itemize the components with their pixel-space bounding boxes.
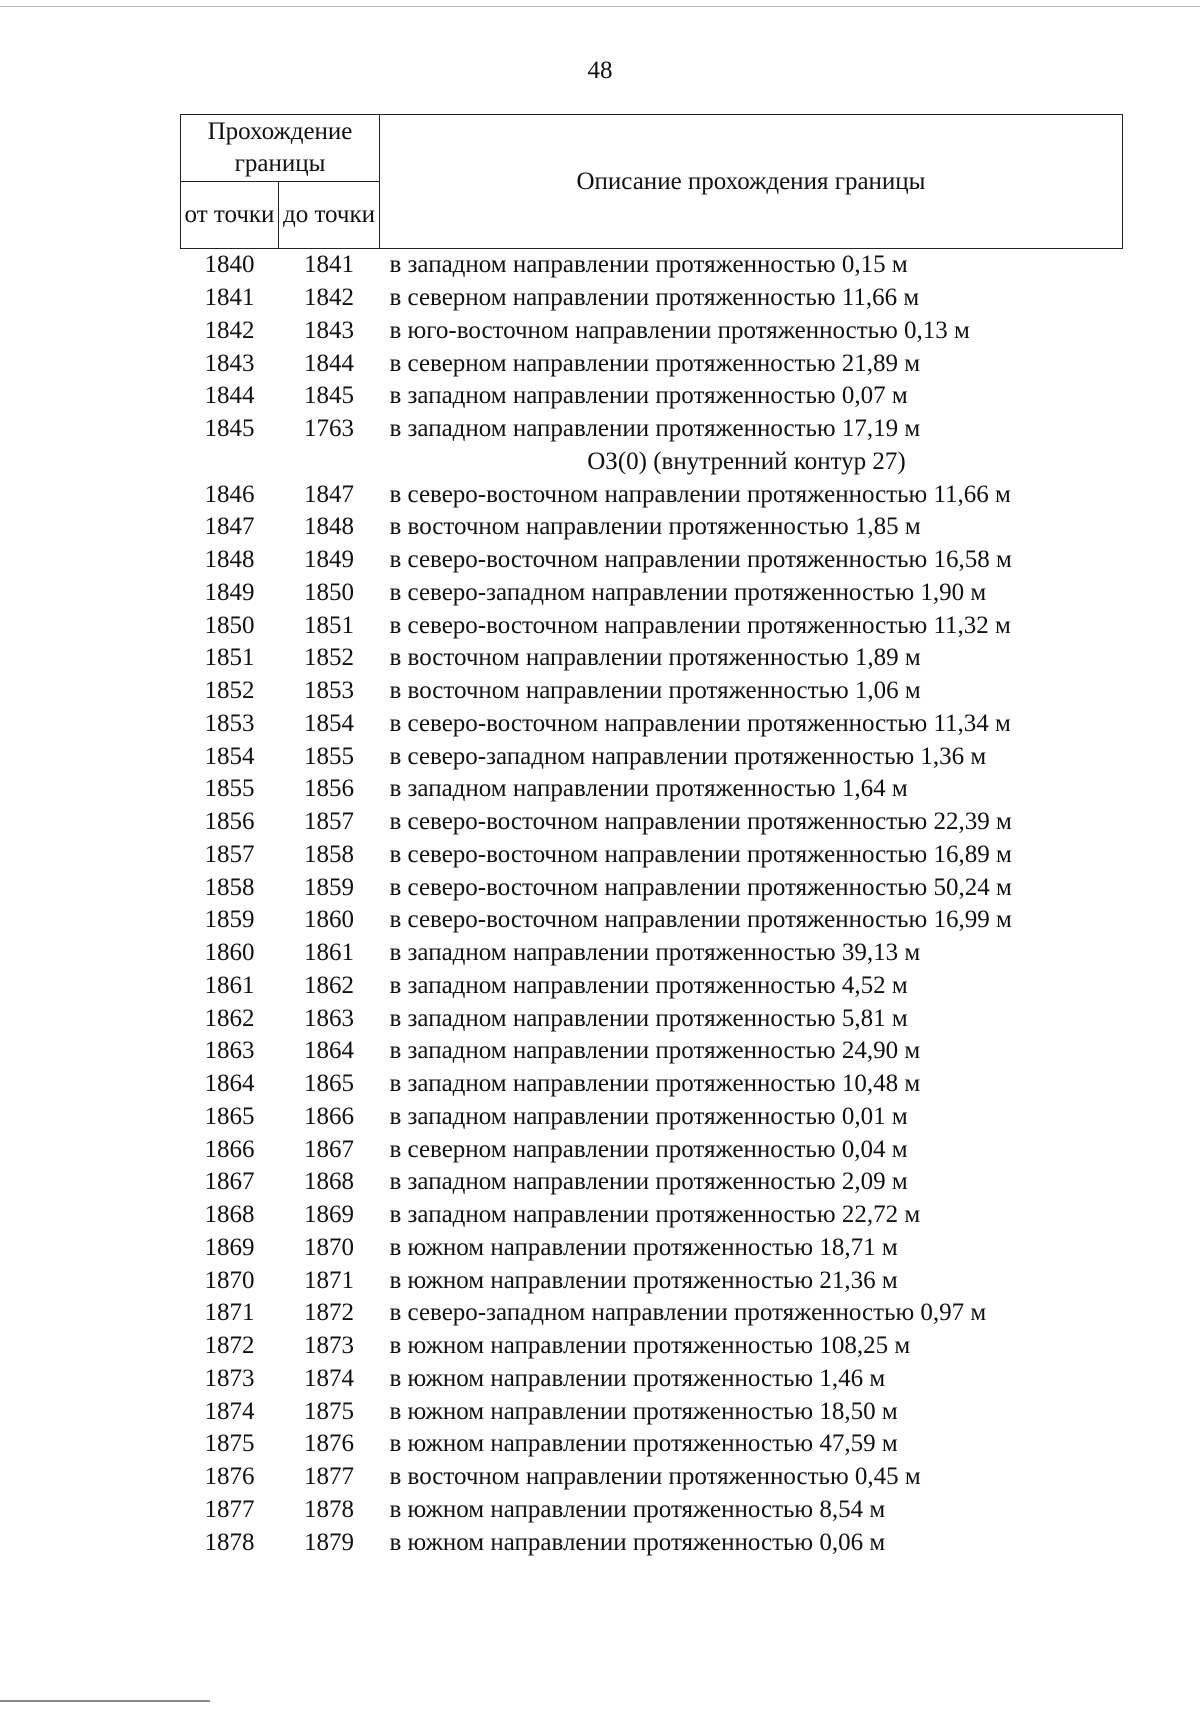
from-point-cell: 1840 bbox=[204, 251, 255, 279]
description-cell: в северном направлении протяженностью 0,04 м bbox=[389, 1135, 908, 1163]
from-point-cell: 1866 bbox=[204, 1135, 255, 1163]
to-point-cell: 1875 bbox=[304, 1397, 354, 1425]
description-cell: в северо-западном направлении протяженностью 1,36 м bbox=[389, 742, 987, 770]
table-header bbox=[181, 115, 1123, 249]
from-point-cell: 1850 bbox=[204, 611, 255, 639]
to-point-cell: 1870 bbox=[304, 1233, 354, 1261]
from-point-cell: 1864 bbox=[204, 1070, 255, 1098]
from-point-cell: 1841 bbox=[204, 284, 255, 312]
description-cell: в северо-западном направлении протяженностью 0,97 м bbox=[389, 1299, 987, 1327]
boundary-table bbox=[180, 114, 1123, 1559]
description-cell: в южном направлении протяженностью 21,36 м bbox=[389, 1266, 898, 1294]
from-point-cell: 1875 bbox=[204, 1430, 255, 1458]
from-point-cell: 1853 bbox=[204, 709, 255, 737]
description-cell: в южном направлении протяженностью 18,71 м bbox=[389, 1233, 898, 1261]
to-point-cell: 1850 bbox=[304, 578, 354, 606]
from-point-cell: 1842 bbox=[204, 316, 255, 344]
description-cell: в западном направлении протяженностью 1,64 м bbox=[389, 775, 908, 803]
table-row bbox=[181, 1330, 1123, 1363]
from-point-cell: 1861 bbox=[204, 971, 255, 999]
to-point-cell: 1843 bbox=[304, 316, 354, 344]
table-row bbox=[181, 1494, 1123, 1527]
to-point-cell: 1867 bbox=[304, 1135, 354, 1163]
from-point-cell: 1865 bbox=[204, 1102, 255, 1130]
description-cell: в восточном направлении протяженностью 1,89 м bbox=[389, 644, 921, 672]
table-row bbox=[181, 609, 1123, 642]
to-point-cell: 1862 bbox=[304, 971, 354, 999]
from-point-cell: 1844 bbox=[204, 382, 255, 410]
description-cell: в северо-восточном направлении протяженностью 16,99 м bbox=[389, 906, 1012, 934]
to-point-cell: 1859 bbox=[304, 873, 354, 901]
table-row bbox=[181, 1461, 1123, 1494]
to-point-cell: 1868 bbox=[304, 1168, 354, 1196]
from-point-cell: 1860 bbox=[204, 939, 255, 967]
table-row bbox=[181, 577, 1123, 610]
description-cell: в северо-восточном направлении протяженностью 16,89 м bbox=[389, 840, 1012, 868]
table-body bbox=[181, 249, 1123, 1560]
description-cell: в западном направлении протяженностью 24,90 м bbox=[389, 1037, 921, 1065]
table-row bbox=[181, 937, 1123, 970]
table-row bbox=[181, 1428, 1123, 1461]
to-point-cell: 1869 bbox=[304, 1201, 354, 1229]
table-row bbox=[181, 380, 1123, 413]
to-point-cell: 1874 bbox=[304, 1364, 354, 1392]
header-description: Описание прохождения границы bbox=[380, 115, 1123, 249]
from-point-cell: 1848 bbox=[204, 546, 255, 574]
description-cell: в южном направлении протяженностью 47,59 м bbox=[389, 1430, 898, 1458]
description-cell: в южном направлении протяженностью 18,50 м bbox=[389, 1397, 898, 1425]
from-point-cell: 1859 bbox=[204, 906, 255, 934]
from-point-cell: 1862 bbox=[204, 1004, 255, 1032]
to-point-cell: 1849 bbox=[304, 546, 354, 574]
description-cell: в западном направлении протяженностью 0,15 м bbox=[389, 251, 908, 279]
from-point-cell: 1863 bbox=[204, 1037, 255, 1065]
to-point-cell: 1848 bbox=[304, 513, 354, 541]
to-point-cell: 1856 bbox=[304, 775, 354, 803]
to-point-cell: 1845 bbox=[304, 382, 354, 410]
table-row bbox=[181, 1363, 1123, 1396]
table-row bbox=[181, 1035, 1123, 1068]
table-row bbox=[181, 511, 1123, 544]
table-row bbox=[181, 970, 1123, 1003]
description-cell: в северо-восточном направлении протяженностью 11,34 м bbox=[389, 709, 1011, 737]
description-cell: в восточном направлении протяженностью 1,06 м bbox=[389, 677, 921, 705]
to-point-cell: 1844 bbox=[304, 349, 354, 377]
to-point-cell: 1876 bbox=[304, 1430, 354, 1458]
table-row bbox=[181, 839, 1123, 872]
from-point-cell: 1873 bbox=[204, 1364, 255, 1392]
description-cell: в южном направлении протяженностью 8,54 м bbox=[389, 1495, 886, 1523]
description-cell: в северо-восточном направлении протяженностью 22,39 м bbox=[389, 808, 1012, 836]
table-row bbox=[181, 1264, 1123, 1297]
description-cell: в западном направлении протяженностью 5,81 м bbox=[389, 1004, 908, 1032]
description-cell: в северном направлении протяженностью 21,89 м bbox=[389, 349, 921, 377]
table-row bbox=[181, 708, 1123, 741]
to-point-cell: 1851 bbox=[304, 611, 354, 639]
table-row bbox=[181, 282, 1123, 315]
description-cell: в западном направлении протяженностью 39,13 м bbox=[389, 939, 921, 967]
description-cell: в северном направлении протяженностью 11,66 м bbox=[389, 284, 920, 312]
header-to-point: до точки bbox=[279, 182, 380, 249]
to-point-cell: 1860 bbox=[304, 906, 354, 934]
description-cell: в западном направлении протяженностью 17,19 м bbox=[389, 415, 921, 443]
to-point-cell: 1847 bbox=[304, 480, 354, 508]
description-cell: в северо-восточном направлении протяженностью 11,32 м bbox=[389, 611, 1011, 639]
to-point-cell: 1872 bbox=[304, 1299, 354, 1327]
description-cell: в восточном направлении протяженностью 0,45 м bbox=[389, 1463, 921, 1491]
description-cell: в юго-восточном направлении протяженностью 0,13 м bbox=[389, 316, 970, 344]
header-from-point: от точки bbox=[181, 182, 279, 249]
from-point-cell: 1867 bbox=[204, 1168, 255, 1196]
to-point-cell: 1842 bbox=[304, 284, 354, 312]
table-row bbox=[181, 773, 1123, 806]
description-cell: в северо-западном направлении протяженностью 1,90 м bbox=[389, 578, 987, 606]
table-row bbox=[181, 1199, 1123, 1232]
from-point-cell: 1851 bbox=[204, 644, 255, 672]
description-cell: в западном направлении протяженностью 22,72 м bbox=[389, 1201, 921, 1229]
from-point-cell: 1874 bbox=[204, 1397, 255, 1425]
to-point-cell: 1861 bbox=[304, 939, 354, 967]
description-cell: в южном направлении протяженностью 1,46 м bbox=[389, 1364, 886, 1392]
description-cell: в западном направлении протяженностью 0,01 м bbox=[389, 1102, 908, 1130]
to-point-cell: 1866 bbox=[304, 1102, 354, 1130]
table-row bbox=[181, 871, 1123, 904]
table-row bbox=[181, 642, 1123, 675]
from-point-cell: 1877 bbox=[204, 1495, 255, 1523]
to-point-cell: 1878 bbox=[304, 1495, 354, 1523]
from-point-cell: 1872 bbox=[204, 1332, 255, 1360]
to-point-cell: 1855 bbox=[304, 742, 354, 770]
description-cell: в северо-восточном направлении протяженностью 11,66 м bbox=[389, 480, 1011, 508]
table-row bbox=[181, 1002, 1123, 1035]
table-row bbox=[181, 904, 1123, 937]
table-row bbox=[181, 544, 1123, 577]
table-row bbox=[181, 1232, 1123, 1265]
from-point-cell: 1847 bbox=[204, 513, 255, 541]
from-point-cell: 1845 bbox=[204, 415, 255, 443]
to-point-cell: 1763 bbox=[304, 415, 354, 443]
from-point-cell: 1869 bbox=[204, 1233, 255, 1261]
to-point-cell: 1865 bbox=[304, 1070, 354, 1098]
table-row bbox=[181, 1166, 1123, 1199]
table-row bbox=[181, 740, 1123, 773]
to-point-cell: 1877 bbox=[304, 1463, 354, 1491]
table-row bbox=[181, 1068, 1123, 1101]
to-point-cell: 1857 bbox=[304, 808, 354, 836]
scan-edge-top bbox=[0, 6, 1200, 7]
section-title-row bbox=[181, 446, 1123, 479]
header-boundary-passage: Прохождение границы bbox=[181, 115, 380, 182]
table-row bbox=[181, 1395, 1123, 1428]
description-cell: в западном направлении протяженностью 10,48 м bbox=[389, 1070, 921, 1098]
description-cell: в восточном направлении протяженностью 1,85 м bbox=[389, 513, 921, 541]
from-point-cell: 1843 bbox=[204, 349, 255, 377]
table-row bbox=[181, 1101, 1123, 1134]
from-point-cell: 1846 bbox=[204, 480, 255, 508]
to-point-cell: 1852 bbox=[304, 644, 354, 672]
table-row bbox=[181, 675, 1123, 708]
from-point-cell: 1876 bbox=[204, 1463, 255, 1491]
description-cell: в северо-восточном направлении протяженностью 50,24 м bbox=[389, 873, 1012, 901]
from-point-cell: 1856 bbox=[204, 808, 255, 836]
description-cell: в западном направлении протяженностью 0,07 м bbox=[389, 382, 908, 410]
table-row bbox=[181, 478, 1123, 511]
to-point-cell: 1863 bbox=[304, 1004, 354, 1032]
from-point-cell: 1852 bbox=[204, 677, 255, 705]
from-point-cell: 1855 bbox=[204, 775, 255, 803]
table-row bbox=[181, 249, 1123, 282]
to-point-cell: 1864 bbox=[304, 1037, 354, 1065]
to-point-cell: 1873 bbox=[304, 1332, 354, 1360]
from-point-cell: 1870 bbox=[204, 1266, 255, 1294]
description-cell: в северо-восточном направлении протяженностью 16,58 м bbox=[389, 546, 1012, 574]
scan-edge-bottom bbox=[0, 1700, 210, 1702]
to-point-cell: 1879 bbox=[304, 1528, 354, 1556]
to-point-cell: 1853 bbox=[304, 677, 354, 705]
page-number: 48 bbox=[587, 57, 613, 84]
from-point-cell: 1857 bbox=[204, 840, 255, 868]
from-point-cell: 1858 bbox=[204, 873, 255, 901]
table-row bbox=[181, 347, 1123, 380]
from-point-cell: 1849 bbox=[204, 578, 255, 606]
from-point-cell: 1868 bbox=[204, 1201, 255, 1229]
table-row bbox=[181, 413, 1123, 446]
from-point-cell: 1878 bbox=[204, 1528, 255, 1556]
description-cell: в западном направлении протяженностью 4,52 м bbox=[389, 971, 908, 999]
table-row bbox=[181, 1133, 1123, 1166]
to-point-cell: 1841 bbox=[304, 251, 354, 279]
to-point-cell: 1871 bbox=[304, 1266, 354, 1294]
to-point-cell: 1854 bbox=[304, 709, 354, 737]
table-row bbox=[181, 1297, 1123, 1330]
to-point-cell: 1858 bbox=[304, 840, 354, 868]
from-point-cell: 1871 bbox=[204, 1299, 255, 1327]
table-row bbox=[181, 315, 1123, 348]
from-point-cell: 1854 bbox=[204, 742, 255, 770]
description-cell: в южном направлении протяженностью 108,25 м bbox=[389, 1332, 911, 1360]
description-cell: в южном направлении протяженностью 0,06 м bbox=[389, 1528, 886, 1556]
description-cell: в западном направлении протяженностью 2,09 м bbox=[389, 1168, 908, 1196]
table-row bbox=[181, 806, 1123, 839]
table-row bbox=[181, 1526, 1123, 1559]
section-title: ОЗ(0) (внутренний контур 27) bbox=[587, 447, 906, 475]
